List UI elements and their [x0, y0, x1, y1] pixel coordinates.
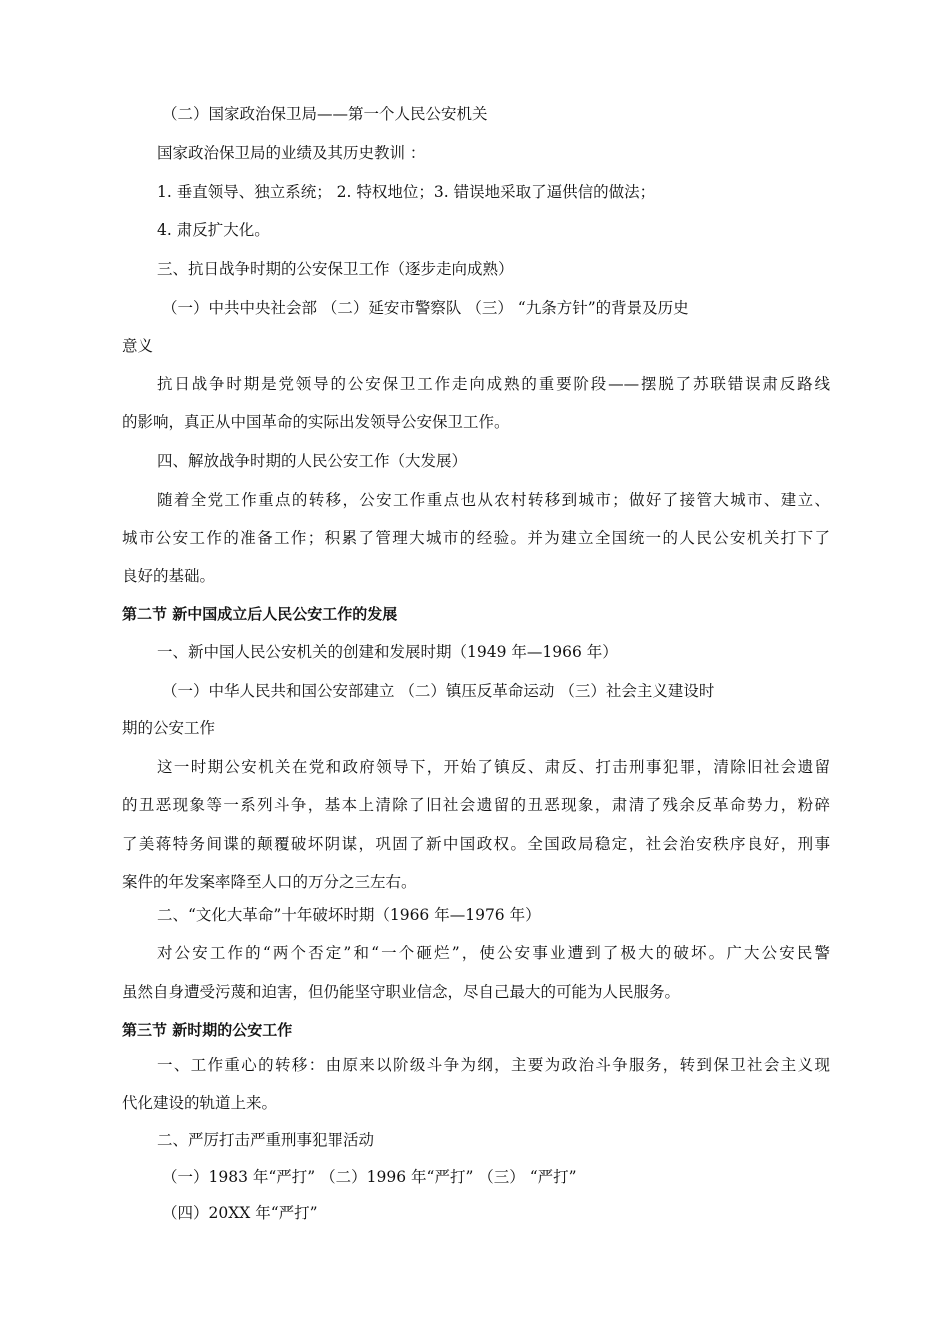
section-heading: 二、严厉打击严重刑事犯罪活动 — [157, 1131, 375, 1149]
list-line: （一）中华人民共和国公安部建立 （二）镇压反革命运动 （三）社会主义建设时 — [162, 682, 715, 700]
list-line: 1. 垂直领导、独立系统； 2. 特权地位；3. 错误地采取了逼供信的做法； — [157, 183, 656, 201]
chapter-section-title: 第三节 新时期的公安工作 — [122, 1021, 293, 1039]
paragraph-line: 城市公安工作的准备工作；积累了管理大城市的经验。并为建立全国统一的人民公安机关打下了 — [122, 529, 830, 547]
subsection-heading: （二）国家政治保卫局——第一个人民公安机关 — [162, 105, 488, 123]
list-line: （一）1983 年“严打” （二）1996 年“严打” （三） “严打” — [162, 1168, 577, 1186]
chapter-section-title: 第二节 新中国成立后人民公安工作的发展 — [122, 605, 398, 623]
paragraph-line: 虽然自身遭受污蔑和迫害，但仍能坚守职业信念，尽自己最大的可能为人民服务。 — [122, 983, 681, 1001]
paragraph-line: 对公安工作的“两个否定”和“一个砸烂”，使公安事业遭到了极大的破坏。广大公安民警 — [157, 944, 830, 962]
paragraph-line: 案件的年发案率降至人口的万分之三左右。 — [122, 873, 417, 891]
paragraph-line: 的丑恶现象等一系列斗争，基本上清除了旧社会遗留的丑恶现象，肃清了残余反革命势力，粉碎 — [122, 796, 830, 814]
section-heading: 二、“文化大革命”十年破坏时期（1966 年—1976 年） — [157, 906, 541, 924]
paragraph-line: 了美蒋特务间谍的颠覆破坏阴谋，巩固了新中国政权。全国政局稳定，社会治安秩序良好，刑事 — [122, 835, 830, 853]
paragraph-line: 国家政治保卫局的业绩及其历史教训 ： — [157, 144, 426, 162]
list-line: （一）中共中央社会部 （二）延安市警察队 （三） “九条方针”的背景及历史 — [162, 299, 689, 317]
paragraph-line: 代化建设的轨道上来。 — [122, 1094, 278, 1112]
list-line: （四）20XX 年“严打” — [162, 1204, 318, 1222]
section-heading: 三、抗日战争时期的公安保卫工作（逐步走向成熟） — [157, 260, 514, 278]
paragraph-line: 意义 — [122, 337, 154, 355]
section-heading: 一、新中国人民公安机关的创建和发展时期（1949 年—1966 年） — [157, 643, 618, 661]
paragraph-line: 随着全党工作重点的转移，公安工作重点也从农村转移到城市；做好了接管大城市、建立、 — [157, 491, 830, 509]
section-heading: 四、解放战争时期的人民公安工作（大发展） — [157, 452, 468, 470]
list-line: 4. 肃反扩大化。 — [157, 221, 270, 239]
paragraph-line: 期的公安工作 — [122, 719, 216, 737]
paragraph-line: 一、工作重心的转移：由原来以阶级斗争为纲，主要为政治斗争服务，转到保卫社会主义现 — [157, 1056, 830, 1074]
paragraph-line: 良好的基础。 — [122, 567, 216, 585]
paragraph-line: 这一时期公安机关在党和政府领导下，开始了镇反、肃反、打击刑事犯罪，清除旧社会遗留 — [157, 758, 830, 776]
paragraph-line: 抗日战争时期是党领导的公安保卫工作走向成熟的重要阶段——摆脱了苏联错误肃反路线 — [157, 375, 830, 393]
paragraph-line: 的影响，真正从中国革命的实际出发领导公安保卫工作。 — [122, 413, 510, 431]
